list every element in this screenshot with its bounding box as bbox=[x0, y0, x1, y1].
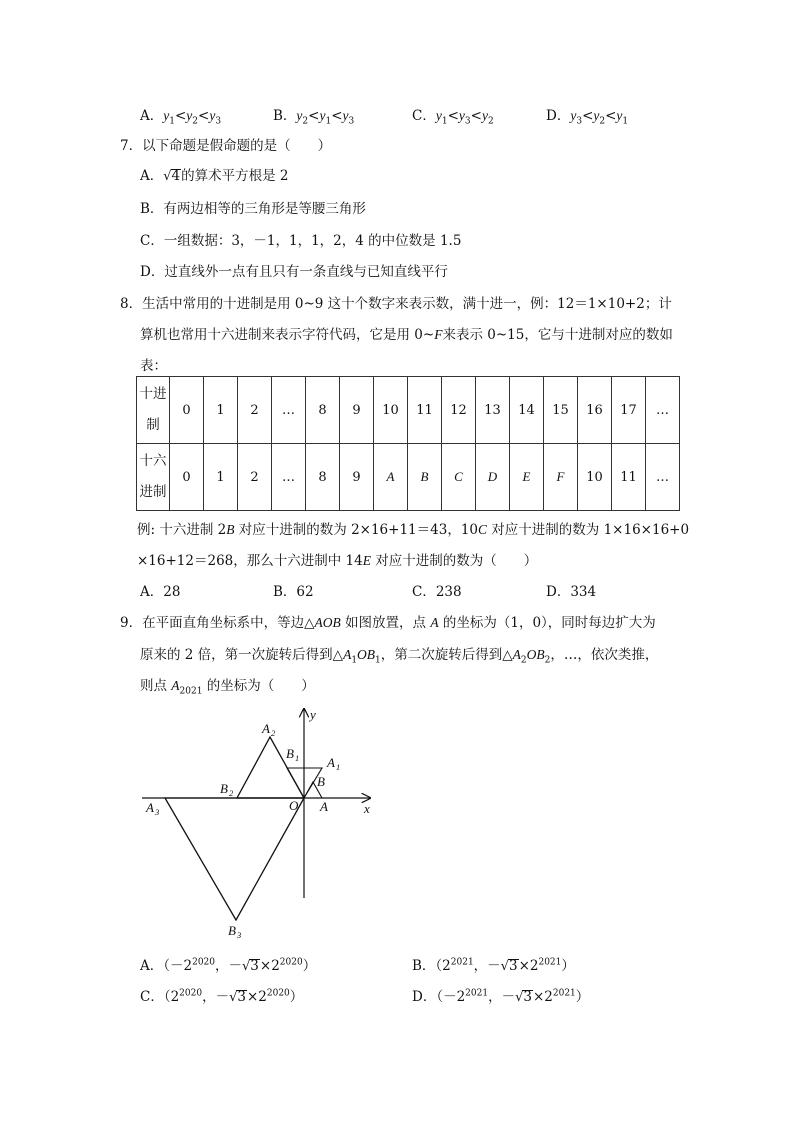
q9-stem-line2: 原来的 2 倍，第一次旋转后得到$\triangle A_1OB_1$，第二次旋转后得到$\triangle A_2OB_2$，…，依次类推， bbox=[140, 647, 659, 666]
point-a1-subscript: 1 bbox=[336, 762, 341, 772]
q8-option-a[interactable]: A．28 bbox=[140, 584, 181, 600]
point-a3-label: A bbox=[146, 800, 154, 815]
q7-option-d[interactable]: D．过直线外一点有且只有一条直线与已知直线平行 bbox=[140, 264, 448, 280]
q8-example-line1: 例: 十六进制 2B 对应十进制的数为 2×16+11＝43，10C 对应十进制的数为 1×16×16+0 bbox=[137, 522, 690, 538]
table-cell: 1 bbox=[204, 377, 238, 444]
q6-option-d[interactable]: D．$y_3<y_2<y_1$ bbox=[546, 108, 629, 127]
point-b2-subscript: 2 bbox=[229, 788, 234, 798]
point-a1-label: A bbox=[327, 755, 335, 770]
q9-stem-line3: 则点 $A_{2021}$ 的坐标为（ ） bbox=[140, 678, 315, 697]
hex-header: 十六 进制 bbox=[137, 444, 170, 511]
q6-option-b[interactable]: B．$y_2<y_1<y_3$ bbox=[273, 108, 355, 127]
table-cell: 2 bbox=[238, 444, 272, 511]
table-cell: 0 bbox=[170, 377, 204, 444]
sqrt-symbol: √ bbox=[163, 169, 172, 184]
table-cell: 12 bbox=[442, 377, 476, 444]
q8-option-c[interactable]: C．238 bbox=[412, 584, 462, 600]
point-b2-label: B bbox=[220, 781, 228, 796]
table-cell: 11 bbox=[612, 444, 646, 511]
table-cell: 15 bbox=[544, 377, 578, 444]
q9-option-b[interactable]: B．（$2^{2021}$，$-√3\times 2^{2021}$） bbox=[412, 957, 575, 974]
triangle-a3ob3 bbox=[165, 798, 304, 920]
q6-option-a[interactable]: A．$y_1<y_2<y_3$ bbox=[140, 108, 222, 127]
table-cell: 10 bbox=[578, 444, 612, 511]
table-cell: 0 bbox=[170, 444, 204, 511]
table-cell: F bbox=[544, 444, 578, 511]
point-b3-label: B bbox=[228, 923, 236, 938]
sqrt-symbol: √ bbox=[500, 959, 509, 974]
q8-example-line2: ×16+12＝268，那么十六进制中 14E 对应十进制的数为（ ） bbox=[137, 553, 538, 569]
q8-stem-line1: 8．生活中常用的十进制是用 0~9 这十个数字来表示数，满十进一，例：12＝1×10+2；计 bbox=[120, 296, 672, 312]
table-cell: 10 bbox=[374, 377, 408, 444]
point-a2-subscript: 2 bbox=[271, 728, 276, 738]
table-cell: B bbox=[408, 444, 442, 511]
point-a2-label: A bbox=[262, 721, 270, 736]
table-cell: 8 bbox=[306, 444, 340, 511]
sqrt-symbol: √ bbox=[515, 990, 524, 1005]
sqrt-symbol: √ bbox=[229, 990, 238, 1005]
q9-option-c[interactable]: C．（$2^{2020}$，$-√3\times 2^{2020}$） bbox=[140, 988, 304, 1005]
table-cell: … bbox=[646, 444, 680, 511]
table-cell: 14 bbox=[510, 377, 544, 444]
q7-option-c[interactable]: C．一组数据：3，－1，1，1，2，4 的中位数是 1.5 bbox=[140, 233, 462, 249]
table-cell: 1 bbox=[204, 444, 238, 511]
table-cell: 17 bbox=[612, 377, 646, 444]
x-axis-label: x bbox=[364, 801, 370, 816]
q9-option-d[interactable]: D．（$-2^{2021}$，$-√3\times 2^{2021}$） bbox=[412, 988, 590, 1005]
table-cell: … bbox=[272, 377, 306, 444]
decimal-header: 十进 制 bbox=[137, 377, 170, 444]
q9-stem-line1: 9．在平面直角坐标系中，等边△AOB 如图放置，点 A 的坐标为（1，0），同时每边扩大为 bbox=[120, 615, 656, 631]
table-cell: 2 bbox=[238, 377, 272, 444]
q8-stem-line2: 算机也常用十六进制来表示字符代码，它是用 0~F来表示 0~15，它与十进制对应的数如 bbox=[140, 327, 673, 343]
table-cell: 16 bbox=[578, 377, 612, 444]
q7-stem: 7．以下命题是假命题的是（ ） bbox=[120, 138, 332, 154]
point-b-label: B bbox=[317, 774, 325, 789]
table-cell: 13 bbox=[476, 377, 510, 444]
table-cell: E bbox=[510, 444, 544, 511]
q8-stem-line3: 表： bbox=[140, 358, 167, 374]
table-cell: 11 bbox=[408, 377, 442, 444]
table-cell: 8 bbox=[306, 377, 340, 444]
table-cell: A bbox=[374, 444, 408, 511]
y-axis-label: y bbox=[310, 707, 316, 722]
sqrt-symbol: √ bbox=[242, 959, 251, 974]
table-cell: 9 bbox=[340, 444, 374, 511]
table-cell: 9 bbox=[340, 377, 374, 444]
q6-option-c[interactable]: C．$y_1<y_3<y_2$ bbox=[412, 108, 494, 127]
point-b3-subscript: 3 bbox=[237, 930, 242, 940]
q7-option-a[interactable]: A．√4的算术平方根是 2 bbox=[140, 168, 289, 184]
point-a-label: A bbox=[320, 799, 328, 814]
q9-option-a[interactable]: A．（$-2^{2020}$，$-√3\times 2^{2020}$） bbox=[140, 957, 317, 974]
q8-option-b[interactable]: B．62 bbox=[273, 584, 314, 600]
table-cell: C bbox=[442, 444, 476, 511]
table-cell: D bbox=[476, 444, 510, 511]
q7-option-b[interactable]: B．有两边相等的三角形是等腰三角形 bbox=[140, 201, 366, 217]
point-b1-label: B bbox=[286, 746, 294, 761]
table-cell: … bbox=[646, 377, 680, 444]
point-a3-subscript: 3 bbox=[155, 807, 160, 817]
q8-option-d[interactable]: D．334 bbox=[546, 584, 597, 600]
origin-label: O bbox=[289, 798, 299, 813]
table-cell: … bbox=[272, 444, 306, 511]
point-b1-subscript: 1 bbox=[295, 753, 300, 763]
